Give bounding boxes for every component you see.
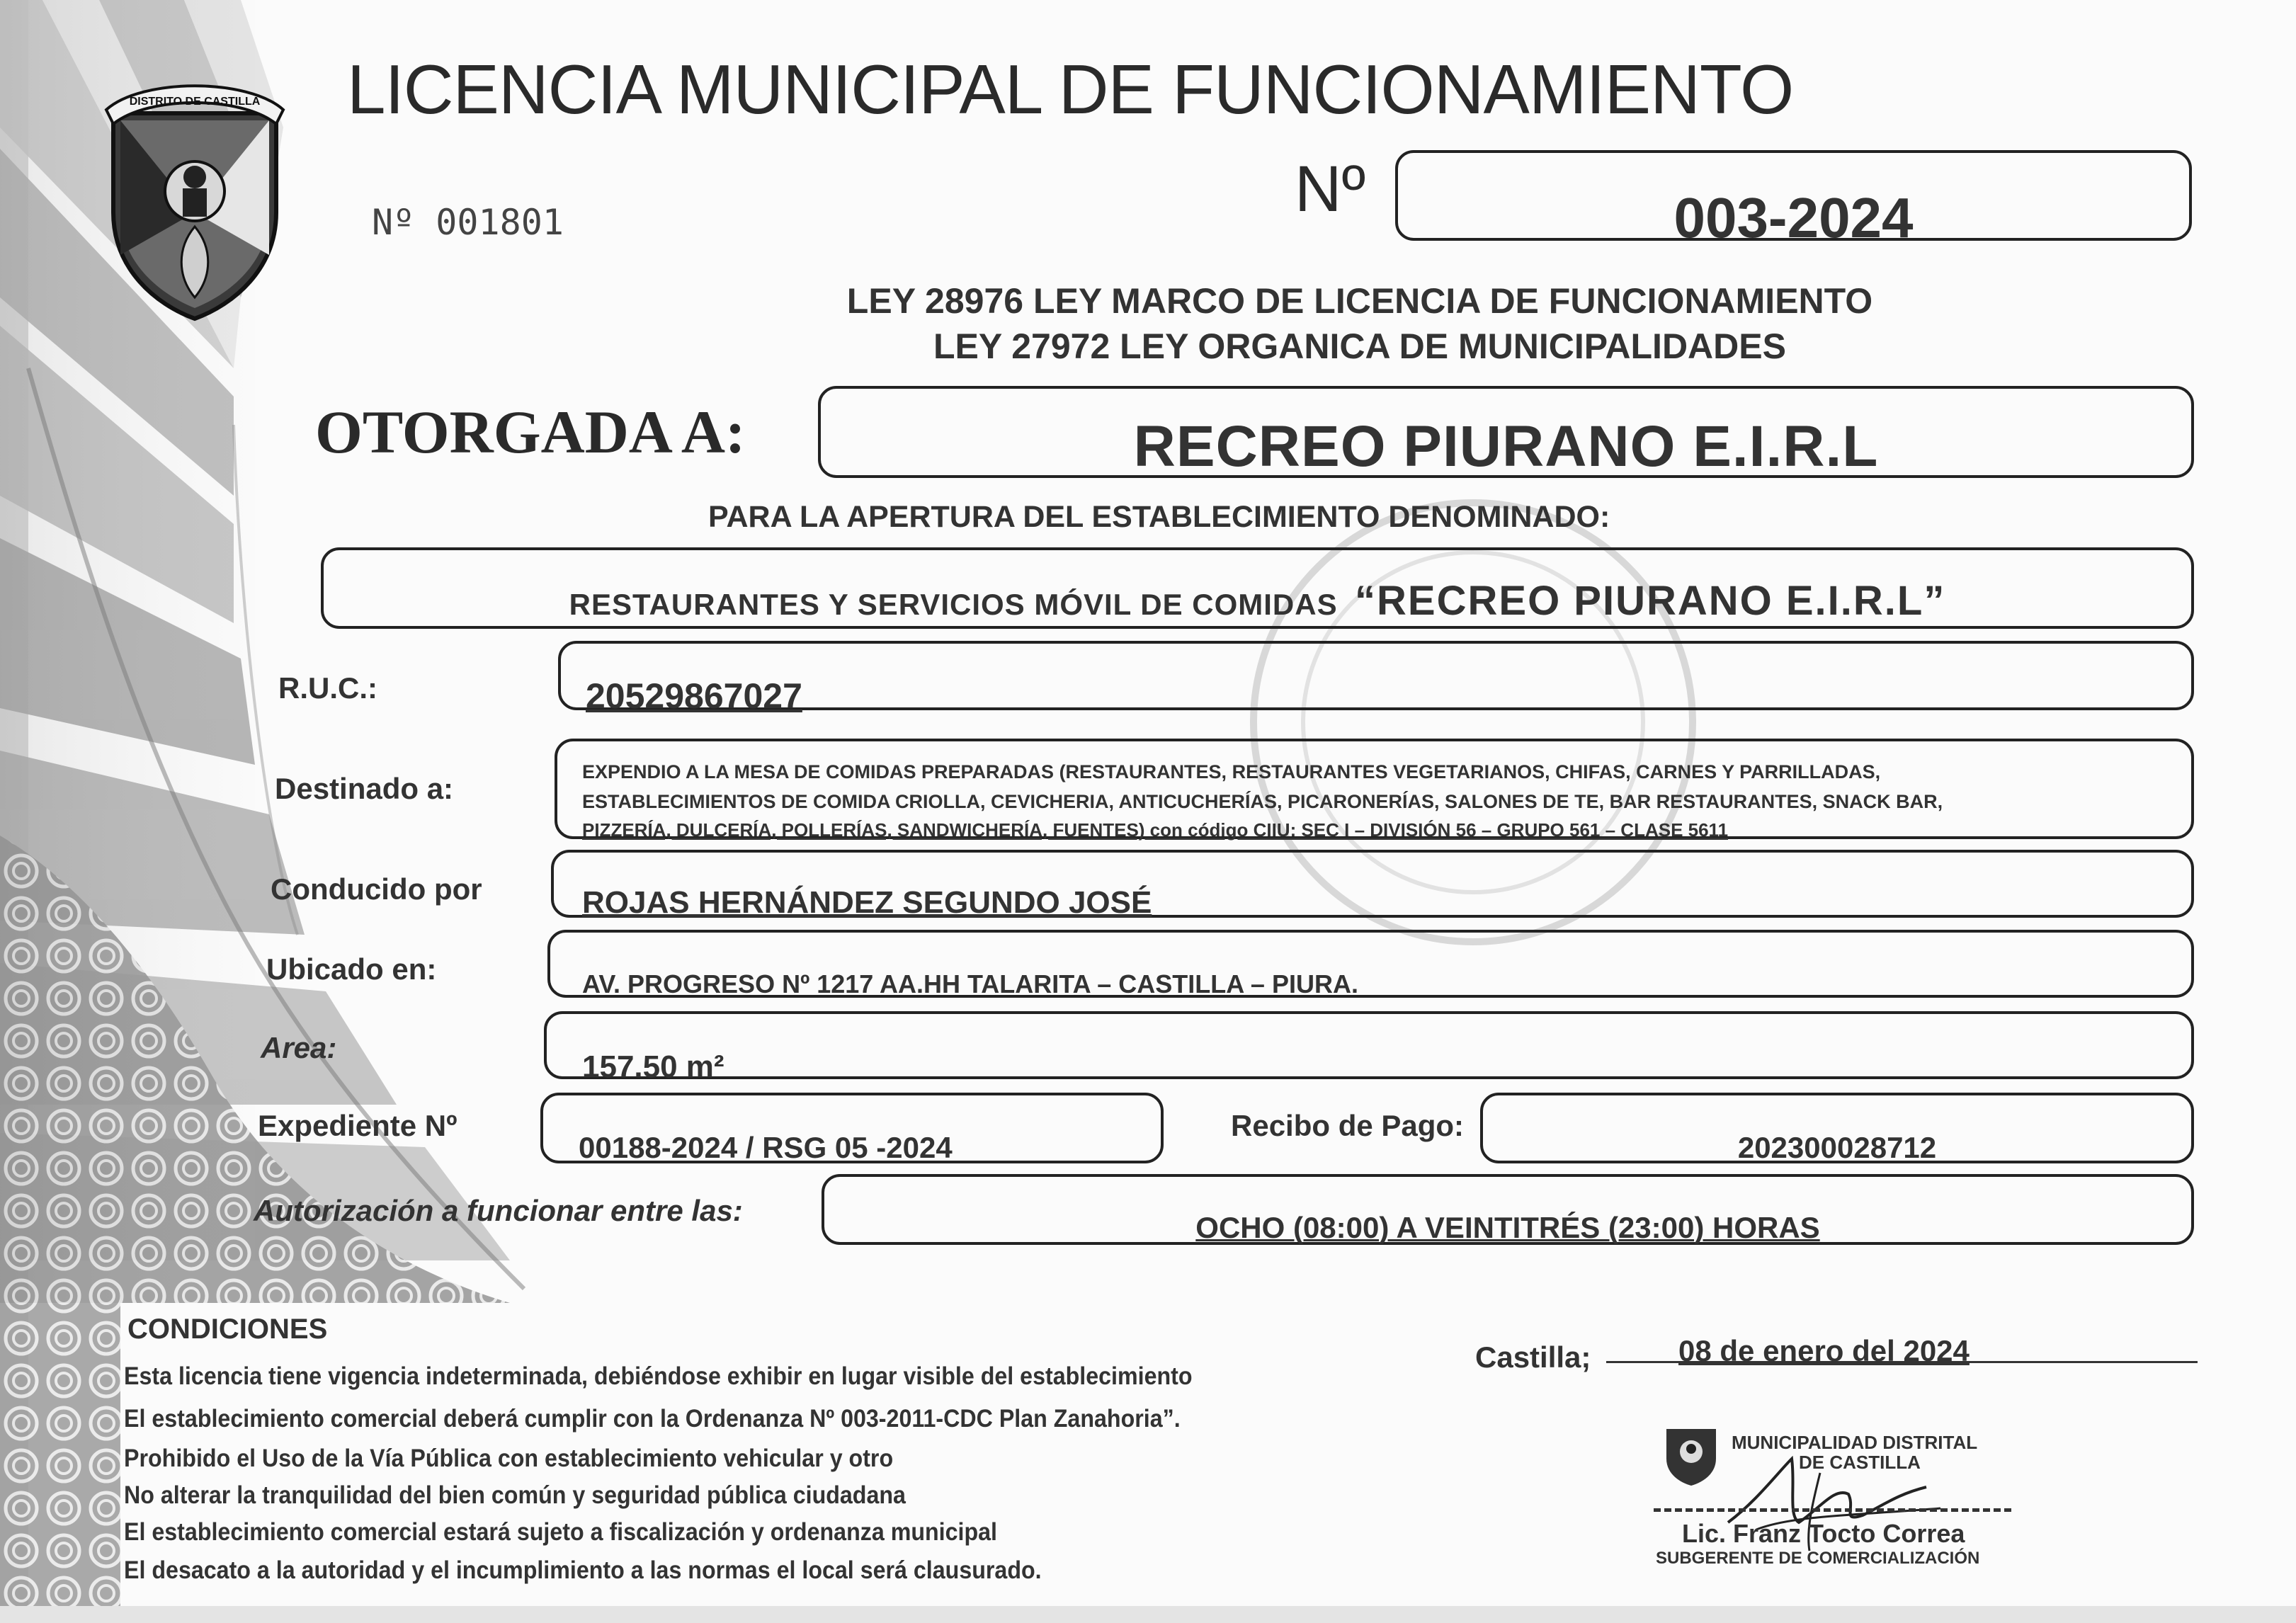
receipt-label: Recibo de Pago: bbox=[1231, 1109, 1465, 1142]
destination-label: Destinado a: bbox=[275, 772, 454, 805]
location-label: Ubicado en: bbox=[266, 952, 437, 986]
location-box bbox=[547, 930, 2194, 998]
condition-item: El desacato a la autoridad y el incumplimiento a las normas el local será clausurado. bbox=[124, 1556, 1042, 1584]
condition-item: Esta licencia tiene vigencia indeterminada, debiéndose exhibir en lugar visible del establecimiento bbox=[124, 1362, 1193, 1390]
law-line-1: LEY 28976 LEY MARCO DE LICENCIA DE FUNCIONAMIENTO bbox=[846, 281, 1873, 321]
file-number-label: Expediente Nº bbox=[258, 1109, 458, 1142]
operator-value: ROJAS HERNÁNDEZ SEGUNDO JOSÉ bbox=[582, 885, 1152, 920]
establishment-name: “RECREO PIURANO E.I.R.L” bbox=[1355, 578, 1946, 624]
purpose-label: PARA LA APERTURA DEL ESTABLECIMIENTO DENOMINADO: bbox=[708, 500, 1610, 534]
hours-label: Autorización a funcionar entre las: bbox=[254, 1194, 743, 1227]
condition-item: El establecimiento comercial deberá cumplir con la Ordenanza Nº 003-2011-CDC Plan Zanahoria”. bbox=[124, 1405, 1181, 1433]
operator-label: Conducido por bbox=[271, 872, 482, 906]
grantee-name: RECREO PIURANO E.I.R.L bbox=[1133, 414, 1879, 479]
destination-box bbox=[555, 739, 2194, 839]
municipal-emblem-icon bbox=[1663, 1423, 1720, 1487]
file-number-box bbox=[540, 1093, 1164, 1163]
establishment-line bbox=[324, 577, 2191, 625]
place-label: Castilla; bbox=[1475, 1340, 1591, 1374]
serial-number: Nº 001801 bbox=[372, 202, 564, 243]
signature-dotted-line bbox=[1654, 1508, 2011, 1512]
document-title: LICENCIA MUNICIPAL DE FUNCIONAMIENTO bbox=[347, 50, 1794, 128]
license-number: 003-2024 bbox=[1673, 186, 1914, 249]
destination-line-3: PIZZERÍA, DULCERÍA, POLLERÍAS, SANDWICHERÍA, FUENTES) con código CIIU: SEC I – DIVISIÓN 56 – GRUPO 561 – CLASE 5611 bbox=[582, 819, 1729, 841]
destination-line-2: ESTABLECIMIENTOS DE COMIDA CRIOLLA, CEVICHERIA, ANTICUCHERÍAS, PICARONERÍAS, SALONES DE TE, BAR RESTAURANTES, SNACK BAR, bbox=[582, 791, 1943, 812]
signer-role: SUBGERENTE DE COMERCIALIZACIÓN bbox=[1656, 1549, 1980, 1568]
grantee-box bbox=[818, 386, 2194, 478]
area-label: Area: bbox=[261, 1031, 337, 1064]
hours-box bbox=[822, 1174, 2194, 1245]
receipt-box bbox=[1480, 1093, 2194, 1163]
granted-to-label: OTORGADA A: bbox=[315, 398, 746, 466]
establishment-box bbox=[321, 547, 2194, 629]
ruc-value: 20529867027 bbox=[586, 676, 802, 716]
conditions-title: CONDICIONES bbox=[127, 1314, 328, 1345]
license-number-box bbox=[1395, 150, 2192, 249]
law-line-2: LEY 27972 LEY ORGANICA DE MUNICIPALIDADES bbox=[933, 326, 1786, 366]
hours-value: OCHO (08:00) A VEINTITRÉS (23:00) HORAS bbox=[1195, 1211, 1820, 1244]
file-number-value: 00188-2024 / RSG 05 -2024 bbox=[579, 1131, 953, 1164]
condition-item: No alterar la tranquilidad del bien común y seguridad pública ciudadana bbox=[124, 1481, 906, 1509]
ruc-box bbox=[558, 641, 2194, 716]
issue-date: 08 de enero del 2024 bbox=[1678, 1334, 1970, 1367]
institution-line-1: MUNICIPALIDAD DISTRITAL bbox=[1732, 1432, 1978, 1453]
municipal-seal-icon bbox=[99, 71, 290, 326]
condition-item: Prohibido el Uso de la Vía Pública con establecimiento vehicular y otro bbox=[124, 1445, 894, 1472]
signer-name: Lic. Franz Tocto Correa bbox=[1682, 1519, 1965, 1548]
license-number-label: Nº bbox=[1295, 153, 1366, 225]
bottom-edge bbox=[0, 1606, 2296, 1623]
establishment-type: RESTAURANTES Y SERVICIOS MÓVIL DE COMIDAS bbox=[569, 588, 1338, 621]
seal-text: DISTRITO DE CASTILLA bbox=[129, 96, 261, 108]
condition-item: El establecimiento comercial estará sujeto a fiscalización y ordenanza municipal bbox=[124, 1518, 998, 1546]
destination-line-1: EXPENDIO A LA MESA DE COMIDAS PREPARADAS (RESTAURANTES, RESTAURANTES VEGETARIANOS, CHIFAS, CARNES Y PARRILLADAS, bbox=[582, 761, 1881, 782]
area-value: 157.50 m² bbox=[582, 1049, 724, 1084]
location-value: AV. PROGRESO Nº 1217 AA.HH TALARITA – CASTILLA – PIURA. bbox=[582, 969, 1358, 998]
operator-box bbox=[551, 850, 2194, 918]
ruc-label: R.U.C.: bbox=[278, 671, 377, 705]
receipt-value: 202300028712 bbox=[1737, 1131, 1937, 1164]
institution-line-2: DE CASTILLA bbox=[1799, 1452, 1921, 1473]
area-box bbox=[544, 1011, 2194, 1084]
